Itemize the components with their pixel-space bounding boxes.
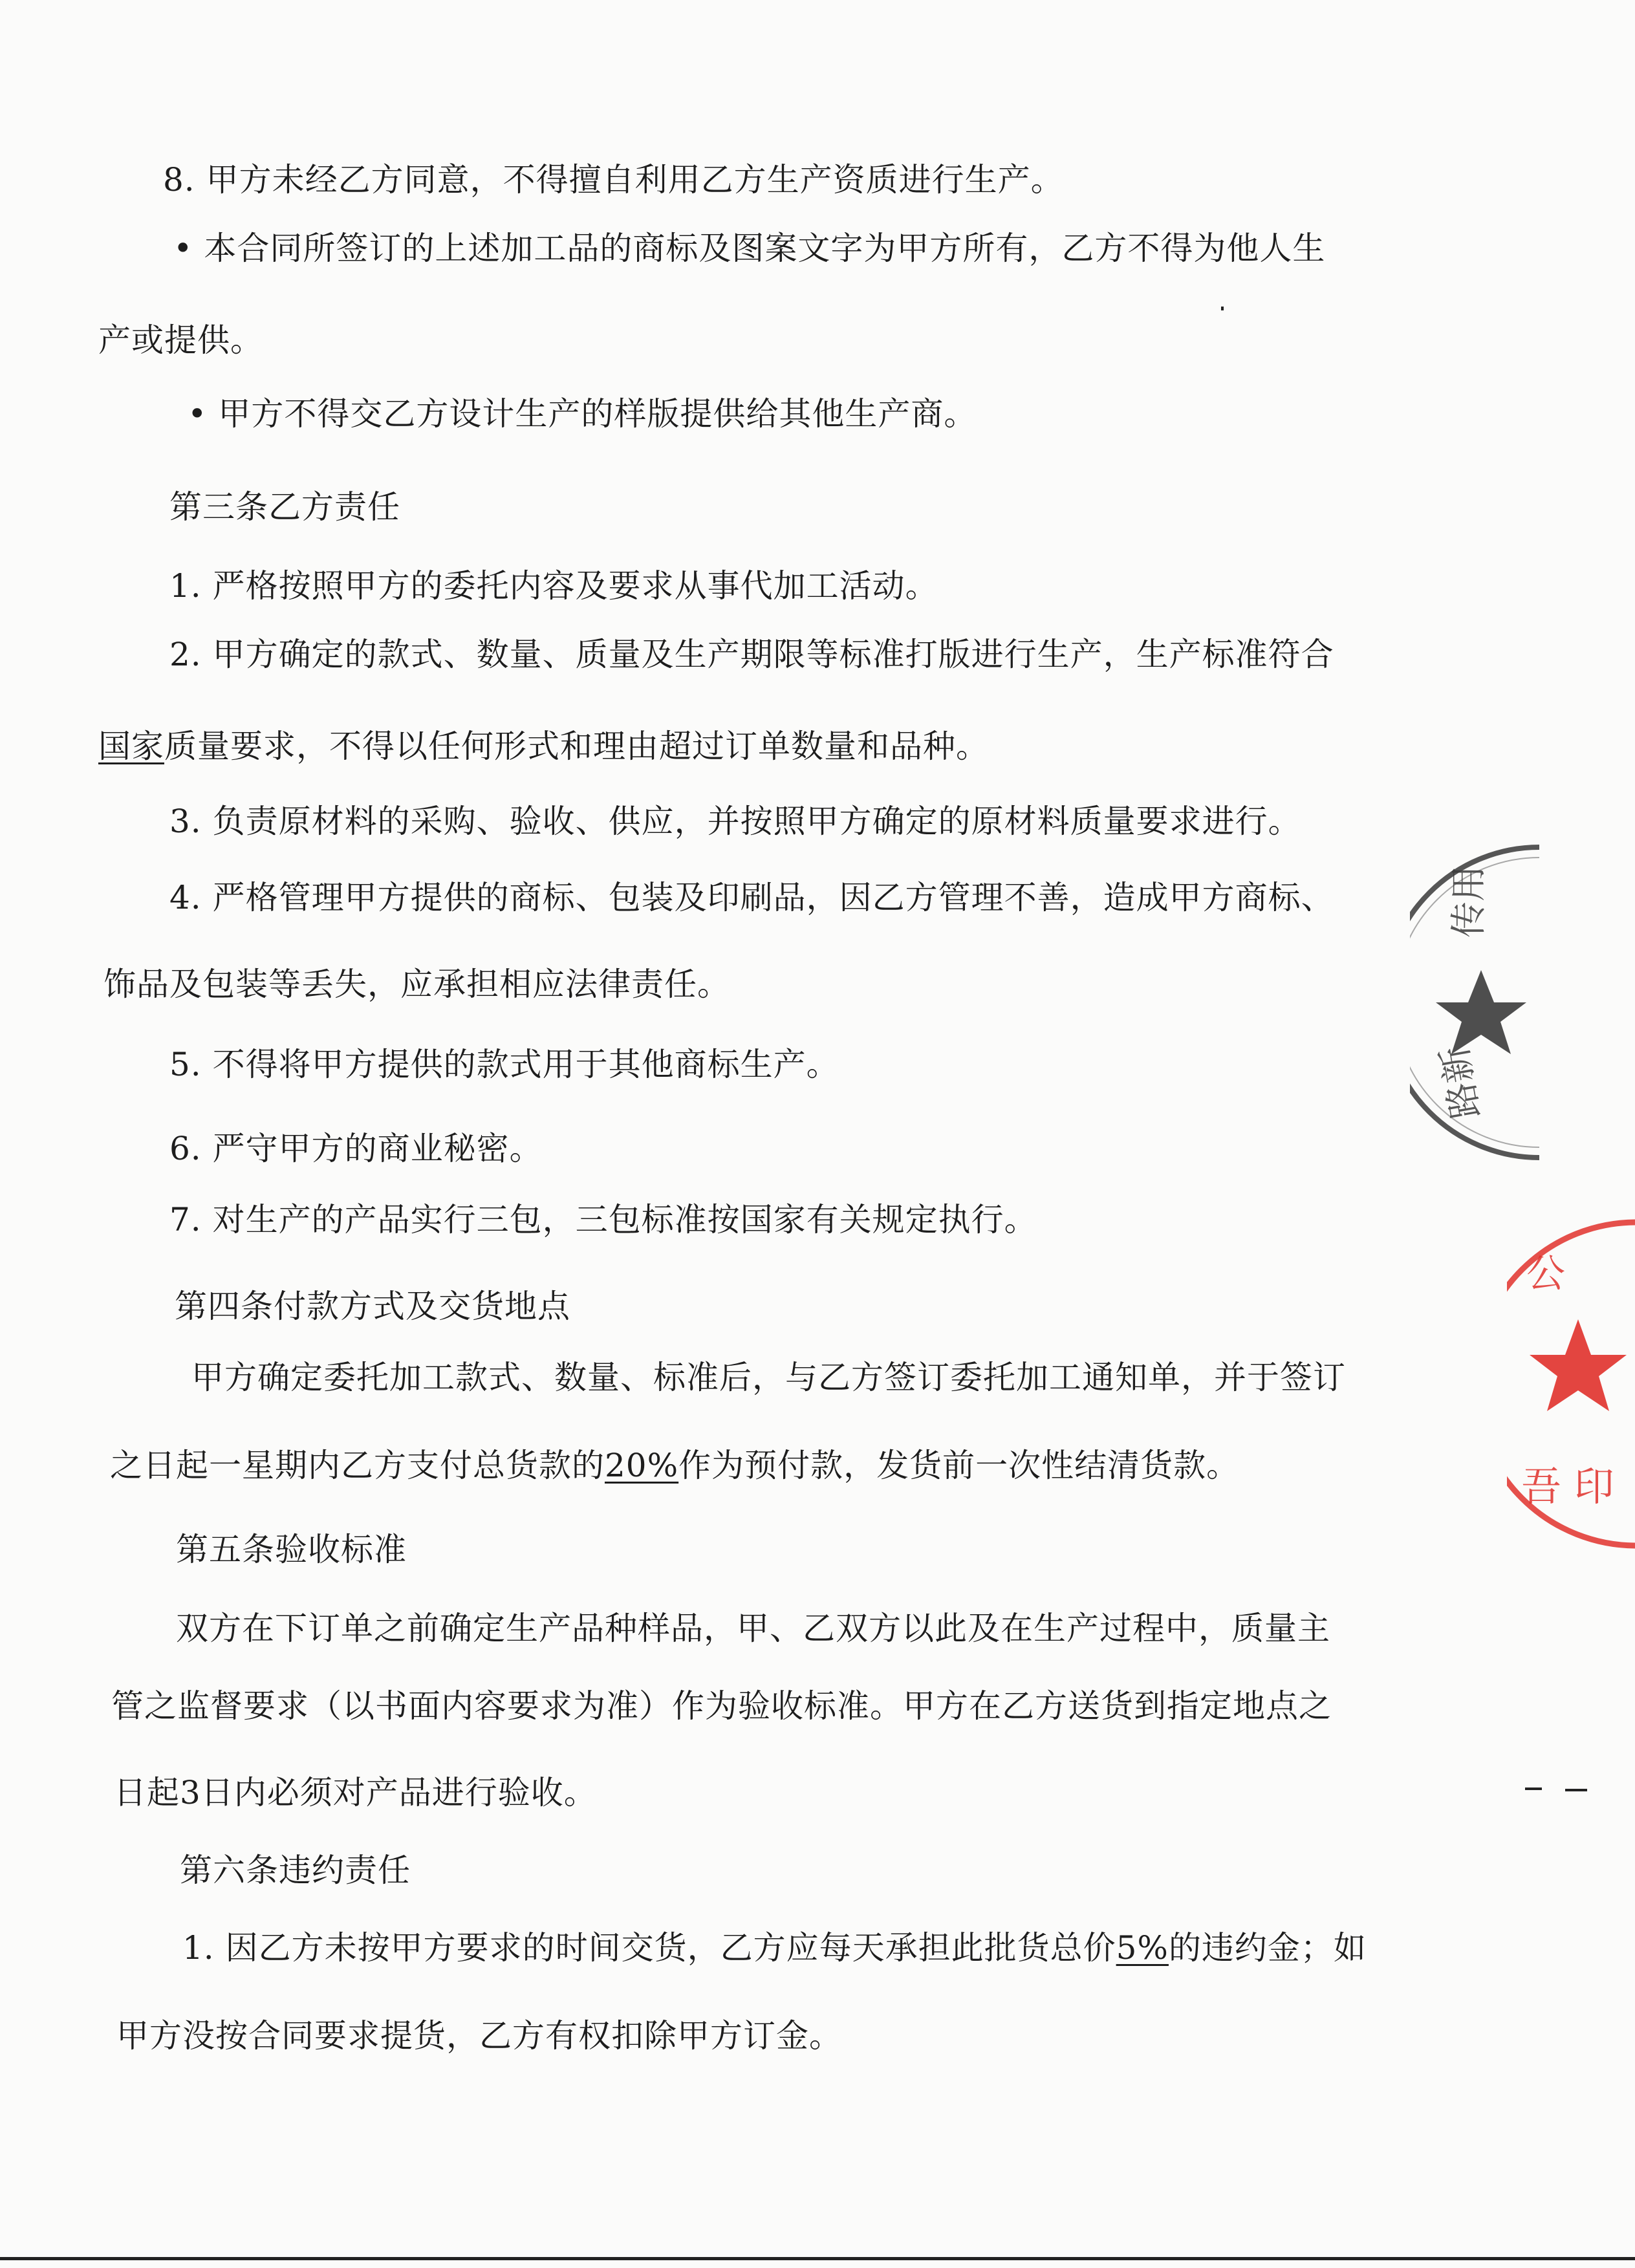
clause-text: 1. 因乙方未按甲方要求的时间交货，乙方应每天承担此批货总价 [182, 1929, 1116, 1967]
clause-line: 产或提供。 [98, 321, 263, 359]
clause-line: • 甲方不得交乙方设计生产的样版提供给其他生产商。 [188, 395, 977, 433]
clause-line: 日起3日内必须对产品进行验收。 [114, 1774, 597, 1811]
clause-line: 甲方确定委托加工款式、数量、标准后，与乙方签订委托加工通知单，并于签订 [191, 1359, 1346, 1396]
red-seal-text-bottom: 吾 印 [1521, 1463, 1614, 1510]
underlined-text: 5% [1116, 1929, 1169, 1967]
underlined-text: 20% [605, 1447, 679, 1484]
clause-line: 8. 甲方未经乙方同意，不得擅自利用乙方生产资质进行生产。 [163, 161, 1064, 199]
clause-line: 2. 甲方确定的款式、数量、质量及生产期限等标准打版进行生产，生产标准符合 [169, 636, 1334, 673]
underlined-text: 国家 [98, 728, 164, 765]
clause-line [98, 727, 989, 766]
clause-line: 6. 严守甲方的商业秘密。 [169, 1130, 543, 1167]
clause-line: 饰品及包装等丢失，应承担相应法律责任。 [103, 966, 730, 1003]
gray-seal [1410, 834, 1635, 1171]
clause-line: 3. 负责原材料的采购、验收、供应，并按照甲方确定的原材料质量要求进行。 [169, 803, 1301, 840]
bottom-rule [0, 2257, 1635, 2260]
article-heading: 第三条乙方责任 [169, 488, 400, 526]
clause-line [110, 1446, 1239, 1485]
red-seal-text-top: 公 [1526, 1251, 1565, 1297]
clause-line: 5. 不得将甲方提供的款式用于其他商标生产。 [169, 1046, 839, 1083]
article-heading: 第四条付款方式及交货地点 [175, 1288, 570, 1325]
clause-text: 作为预付款，发货前一次性结清货款。 [678, 1447, 1240, 1484]
clause-text: 的违约金；如 [1168, 1929, 1367, 1967]
article-heading: 第六条违约责任 [180, 1852, 411, 1889]
clause-line: 甲方没按合同要求提货，乙方有权扣除甲方订金。 [116, 2017, 842, 2055]
clause-line [182, 1928, 1367, 1967]
clause-line: 双方在下订单之前确定生产品种样品，甲、乙双方以此及在生产过程中，质量主 [176, 1610, 1330, 1647]
scan-mark [1525, 1787, 1542, 1790]
clause-line: 7. 对生产的产品实行三包，三包标准按国家有关规定执行。 [169, 1201, 1037, 1238]
clause-line: • 本合同所签订的上述加工品的商标及图案文字为甲方所有，乙方不得为他人生 [173, 230, 1326, 267]
clause-line: 1. 严格按照甲方的委托内容及要求从事代加工活动。 [169, 567, 938, 605]
clause-text: 质量要求，不得以任何形式和理由超过订单数量和品种。 [164, 728, 989, 765]
clause-line: 管之监督要求（以书面内容要求为准）作为验收标准。甲方在乙方送货到指定地点之 [111, 1687, 1332, 1725]
clause-line: 4. 严格管理甲方提供的商标、包装及印刷品，因乙方管理不善，造成甲方商标、 [169, 879, 1334, 916]
scan-mark [1565, 1789, 1587, 1791]
gray-seal-text-lower: 路新 [1433, 1043, 1488, 1122]
scan-mark [1221, 307, 1224, 310]
gray-seal-text: 传用 [1448, 865, 1490, 938]
article-heading: 第五条验收标准 [176, 1531, 407, 1568]
clause-text: 之日起一星期内乙方支付总货款的 [110, 1447, 605, 1484]
red-seal [1507, 1216, 1635, 1552]
